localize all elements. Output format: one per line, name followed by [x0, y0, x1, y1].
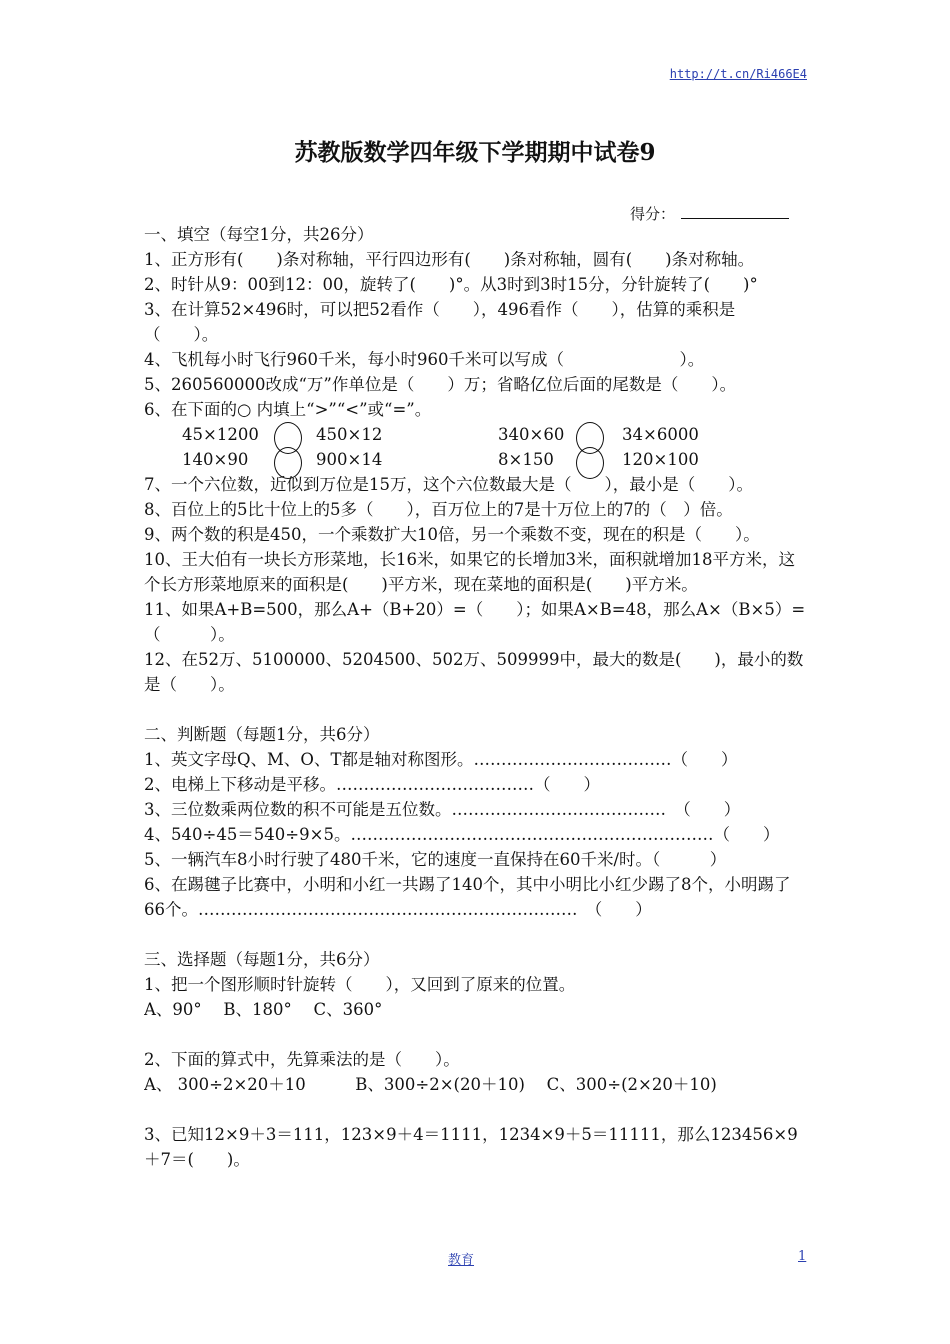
- question-1-8: 8、百位上的5比十位上的5多（ ），百万位上的7是十万位上的7的（ ）倍。: [144, 500, 733, 519]
- question-1-2: 2、时针从9：00到12：00，旋转了( )°。从3时到3时15分，分针旋转了( )°: [144, 275, 758, 294]
- spacer: [144, 1097, 808, 1122]
- judge-item: 2、电梯上下移动是平移。………………………………（ ）: [144, 775, 600, 794]
- section2-heading: 二、判断题（每题1分，共6分）: [144, 725, 380, 744]
- score-blank-line: [681, 204, 789, 219]
- compare-expr: 140×90: [182, 450, 249, 469]
- choice-question-1: 1、把一个图形顺时针旋转（ ），又回到了原来的位置。: [144, 975, 576, 994]
- judge-item: 5、一辆汽车8小时行驶了480千米，它的速度一直保持在60千米/时。（ ）: [144, 850, 727, 869]
- compare-expr: 340×60: [498, 425, 565, 444]
- judge-item: 6、在踢毽子比赛中，小明和小红一共踢了140个，其中小明比小红少踢了8个，小明踢了66个。…………………………………………………………… （ ）: [144, 875, 791, 919]
- compare-circle: [274, 447, 302, 479]
- score-label: 得分：: [630, 205, 676, 223]
- page-title: 苏教版数学四年级下学期期中试卷9: [294, 139, 656, 166]
- spacer: [144, 1022, 808, 1047]
- compare-expr: 120×100: [622, 450, 699, 469]
- question-1-5: 5、260560000改成“万”作单位是（ ）万；省略亿位后面的尾数是（ ）。: [144, 375, 737, 394]
- question-1-1: 1、正方形有( )条对称轴，平行四边形有( )条对称轴，圆有( )条对称轴。: [144, 250, 755, 269]
- question-1-12: 12、在52万、5100000、5204500、502万、509999中，最大的数是( )，最小的数是（ ）。: [144, 650, 804, 694]
- compare-expr: 450×12: [316, 425, 383, 444]
- question-1-3: 3、在计算52×496时，可以把52看作（ ），496看作（ ），估算的乘积是（ ）。: [144, 300, 736, 344]
- judge-item: 3、三位数乘两位数的积不可能是五位数。………………………………… （ ）: [144, 800, 741, 819]
- footer-link[interactable]: 教育: [448, 1253, 475, 1268]
- section3-heading: 三、选择题（每题1分，共6分）: [144, 950, 380, 969]
- compare-row-2: [144, 447, 808, 472]
- compare-expr: 45×1200: [182, 425, 259, 444]
- choice-options-1: A、90° B、180° C、360°: [144, 1000, 383, 1019]
- question-1-6: 6、在下面的○ 内填上“>”“<”或“=”。: [144, 400, 432, 419]
- question-1-10: 10、王大伯有一块长方形菜地，长16米，如果它的长增加3米，面积就增加18平方米，这个长方形菜地原来的面积是( )平方米，现在菜地的面积是( )平方米。: [144, 550, 795, 594]
- page-number: 1: [798, 1249, 807, 1264]
- section1-heading: 一、填空（每空1分，共26分）: [144, 225, 374, 244]
- question-1-4: 4、飞机每小时飞行960千米，每小时960千米可以写成（ ）。: [144, 350, 705, 369]
- compare-circle: [576, 447, 604, 479]
- question-1-7: 7、一个六位数，近似到万位是15万，这个六位数最大是（ ），最小是（ ）。: [144, 475, 753, 494]
- exam-content: [144, 222, 808, 1172]
- spacer: [144, 922, 808, 947]
- question-1-11: 11、如果A+B=500，那么A+（B+20）=（ ）；如果A×B=48，那么A×（B×5）=（ ）。: [144, 600, 806, 644]
- compare-expr: 8×150: [498, 450, 554, 469]
- question-1-9: 9、两个数的积是450，一个乘数扩大10倍，另一个乘数不变，现在的积是（ ）。: [144, 525, 760, 544]
- choice-question-2: 2、下面的算式中，先算乘法的是（ ）。: [144, 1050, 460, 1069]
- choice-options-2: A、 300÷2×20＋10 B、300÷2×(20＋10) C、300÷(2×20＋10): [144, 1075, 717, 1094]
- spacer: [144, 697, 808, 722]
- header-link[interactable]: http://t.cn/Ri466E4: [669, 67, 807, 81]
- compare-expr: 900×14: [316, 450, 383, 469]
- compare-row-1: [144, 422, 808, 447]
- judge-item: 4、540÷45＝540÷9×5。…………………………………………………………（ ）: [144, 825, 780, 844]
- compare-expr: 34×6000: [622, 425, 699, 444]
- score-field: [630, 203, 789, 224]
- judge-item: 1、英文字母Q、M、O、T都是轴对称图形。………………………………（ ）: [144, 750, 738, 769]
- choice-question-3: 3、已知12×9＋3＝111，123×9＋4＝1111，1234×9＋5＝11111，那么123456×9＋7＝( )。: [144, 1125, 798, 1169]
